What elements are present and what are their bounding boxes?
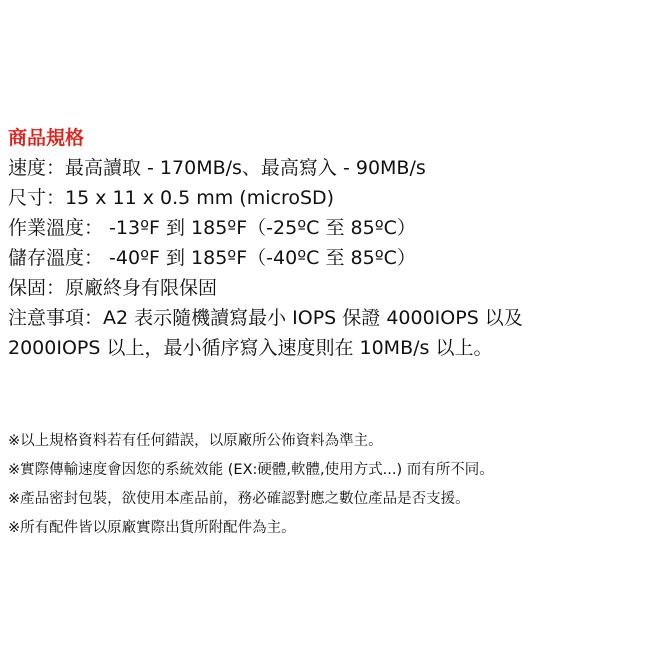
spec-storage-temp: 儲存溫度： -40ºF 到 185ºF（-40ºC 至 85ºC） (8, 247, 416, 269)
spec-notice: 注意事項：A2 表示隨機讀寫最小 IOPS 保證 4000IOPS 以及 (8, 307, 523, 329)
spec-section (8, 124, 638, 364)
spec-size: 尺寸：15 x 11 x 0.5 mm (microSD) (8, 187, 335, 209)
note-sealed-package: ※產品密封包裝，欲使用本產品前，務必確認對應之數位產品是否支援。 (8, 491, 470, 507)
note-spec-errors: ※以上規格資料若有任何錯誤，以原廠所公佈資料為準主。 (8, 433, 383, 449)
note-accessories: ※所有配件皆以原廠實際出貨所附配件為主。 (8, 520, 296, 536)
spec-notice-continued: 2000IOPS 以上，最小循序寫入速度則在 10MB/s 以上。 (8, 337, 493, 359)
spec-speed: 速度：最高讀取 - 170MB/s、最高寫入 - 90MB/s (8, 157, 426, 179)
note-transfer-speed: ※實際傳輸速度會因您的系統效能 (EX:硬體,軟體,使用方式...) 而有所不同。 (8, 462, 494, 478)
spec-title: 商品規格 (8, 127, 85, 149)
spec-warranty: 保固：原廠終身有限保固 (8, 277, 218, 299)
notes-section (8, 430, 644, 546)
spec-operating-temp: 作業溫度： -13ºF 到 185ºF（-25ºC 至 85ºC） (8, 217, 416, 239)
